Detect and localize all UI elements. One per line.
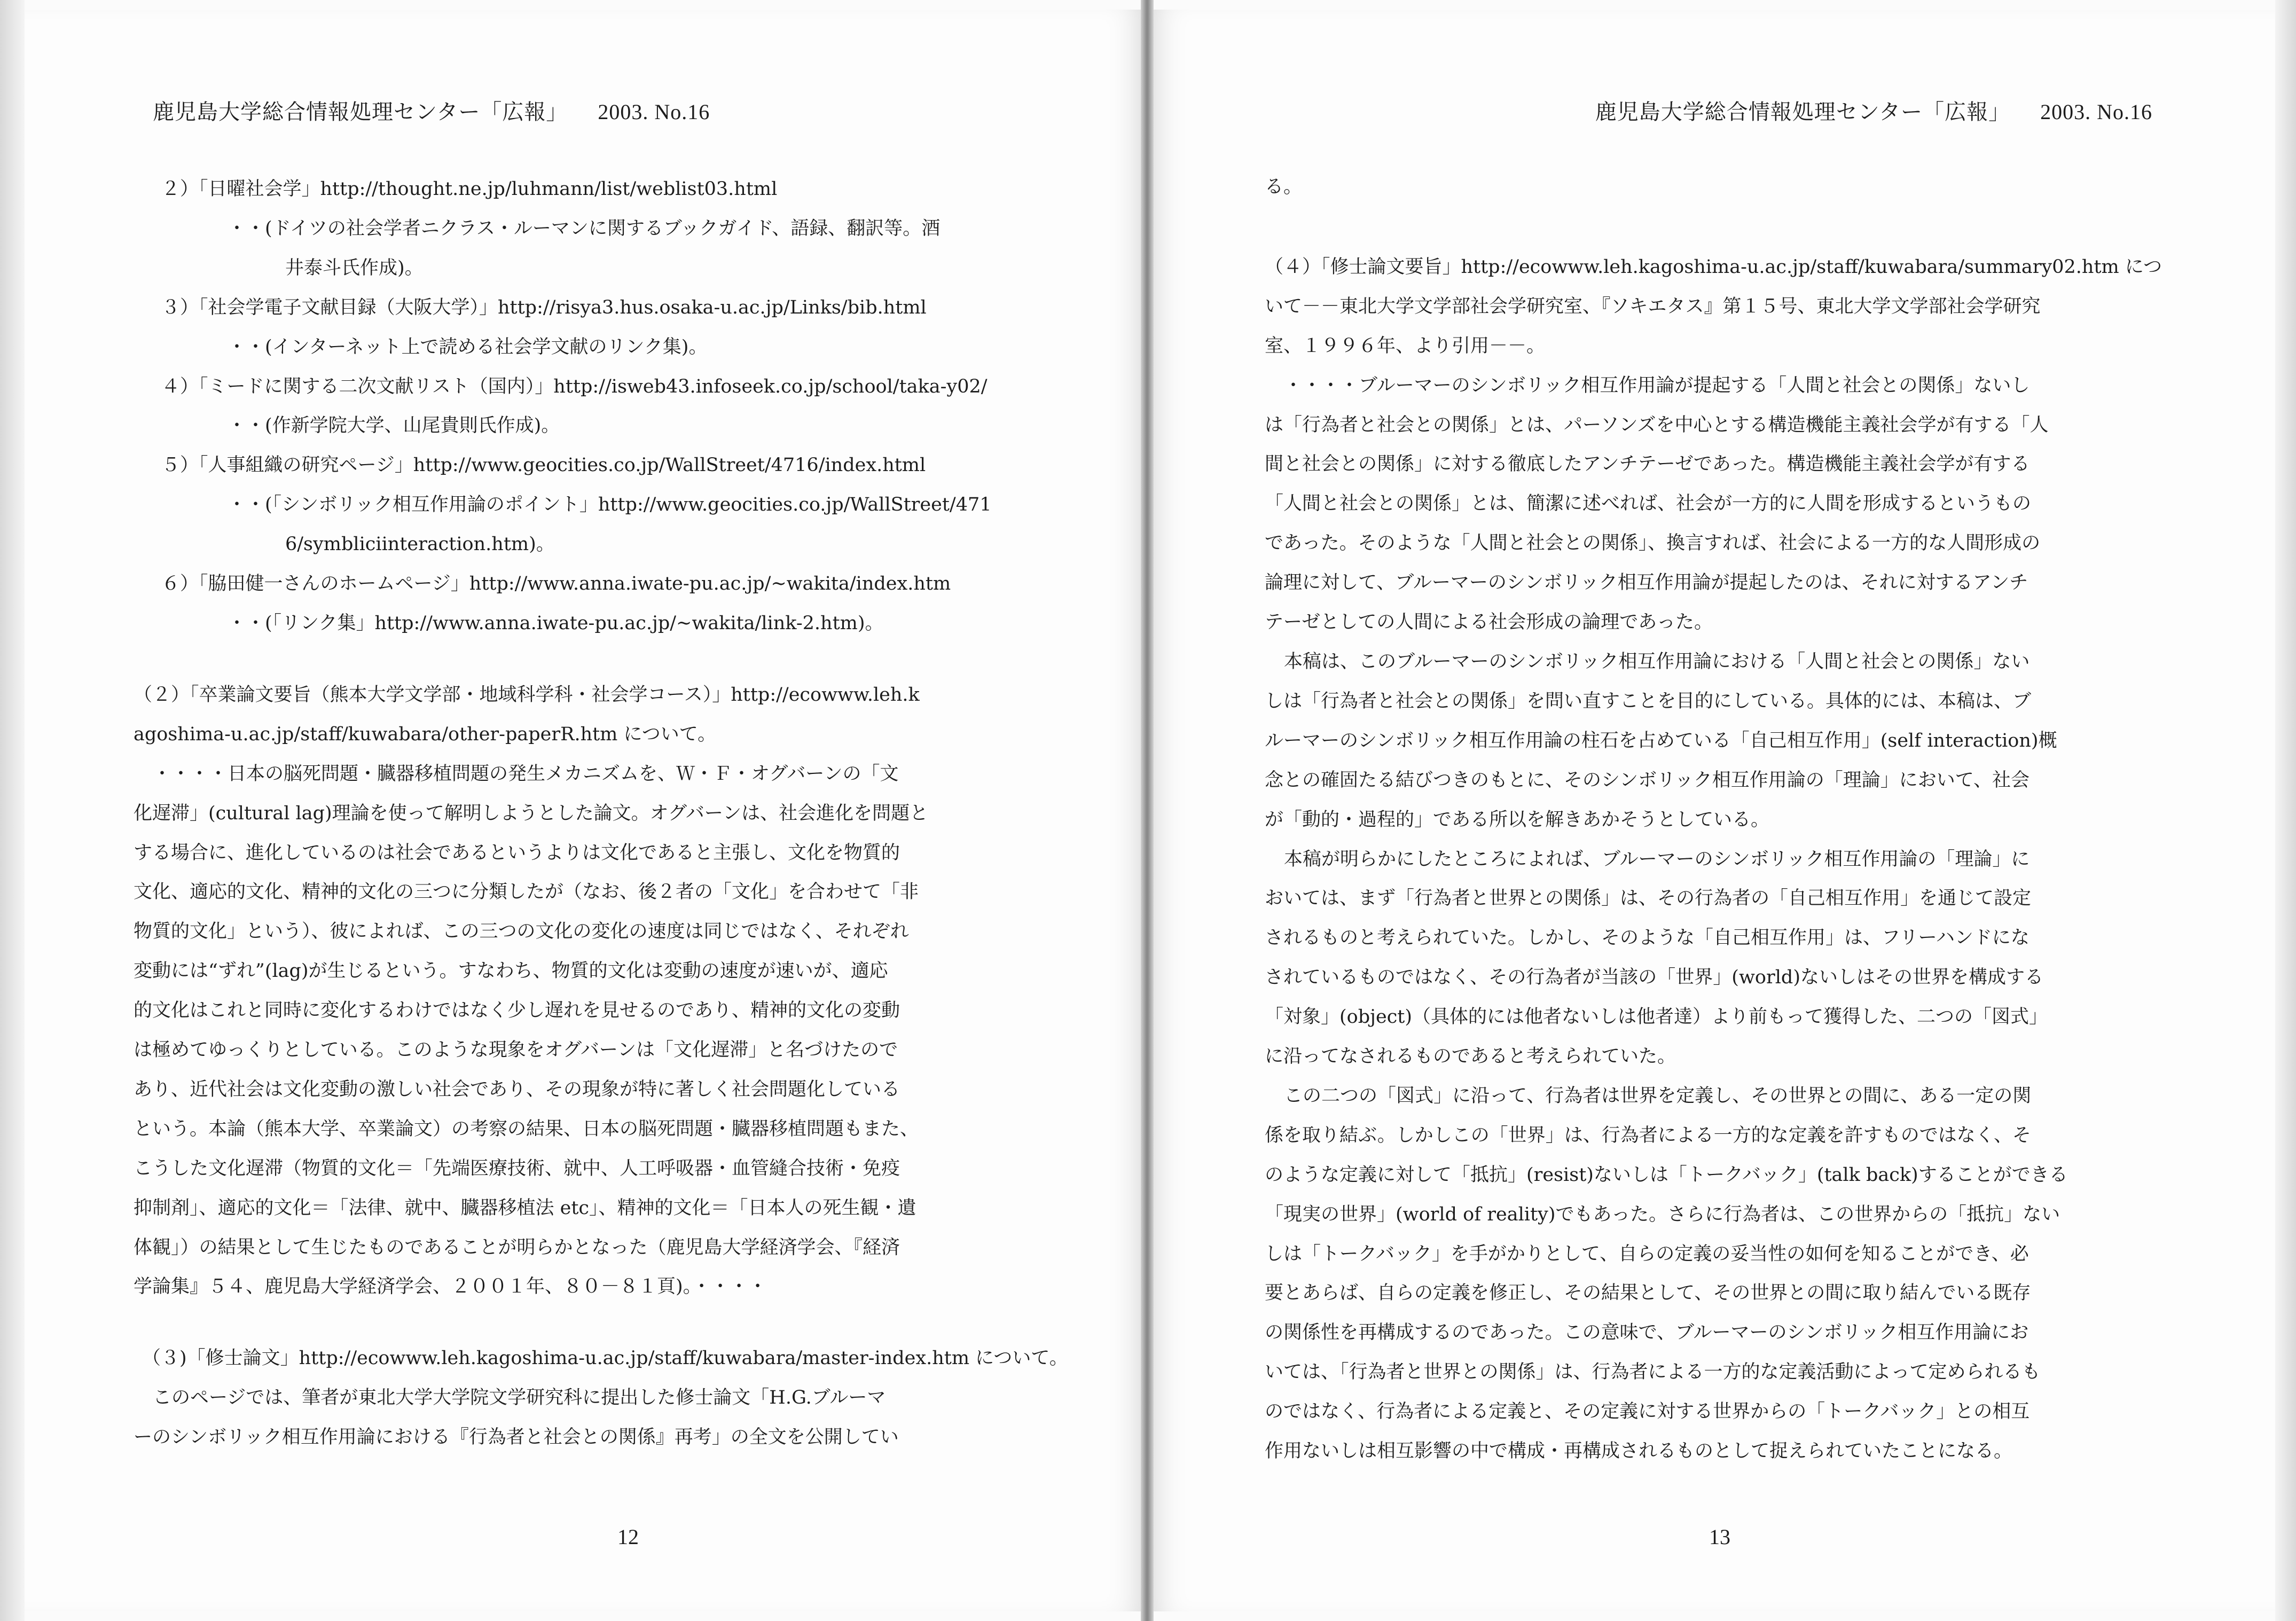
text-line: しは「トークバック」を手がかりとして、自らの定義の妥当性の如何を知ることができ、必 bbox=[1265, 1243, 2029, 1265]
text-line: 変動には“ずれ”(lag)が生じるという。すなわち、物質的文化は変動の速度が速いが、適応 bbox=[134, 960, 888, 982]
text-line: る。 bbox=[1265, 176, 1303, 198]
text-line: テーゼとしての人間による社会形成の論理であった。 bbox=[1265, 612, 1713, 633]
text-line: 「人間と社会との関係」とは、簡潔に述べれば、社会が一方的に人間を形成するというもの bbox=[1265, 493, 2032, 515]
text-line: ・・・・日本の脳死問題・臓器移植問題の発生メカニズムを、Ｗ・Ｆ・オグバーンの「文 bbox=[153, 763, 899, 785]
text-line: 「現実の世界」(world of reality)でもあった。さらに行為者は、この世界からの「抵抗」ない bbox=[1265, 1203, 2060, 1225]
text-line: ６）「脇田健一さんのホームページ」http://www.anna.iwate-pu.ac.jp/~wakita/index.htm bbox=[161, 573, 951, 595]
text-line: 井泰斗氏作成)。 bbox=[285, 257, 424, 279]
text-line: ・・(「リンク集」http://www.anna.iwate-pu.ac.jp/~wakita/link-2.htm)。 bbox=[228, 612, 884, 634]
header-title: 鹿児島大学総合情報処理センター「広報」 bbox=[153, 100, 568, 124]
text-line: ・・(インターネット上で読める社会学文献のリンク集)。 bbox=[228, 336, 708, 358]
text-line: 係を取り結ぶ。しかしこの「世界」は、行為者による一方的な定義を許すものではなく、そ bbox=[1265, 1124, 2032, 1146]
text-line: ３）「社会学電子文献目録（大阪大学）」http://risya3.hus.osaka-u.ac.jp/Links/bib.html bbox=[161, 296, 927, 318]
text-line: 学論集』５４、鹿児島大学経済学会、２００１年、８０－８１頁)。・・・・ bbox=[134, 1276, 767, 1298]
text-line: 抑制剤」、適応的文化＝「法律、就中、臓器移植法 etc」、精神的文化＝「日本人の死生観・遺 bbox=[134, 1197, 916, 1219]
text-line: する場合に、進化しているのは社会であるというよりは文化であると主張し、文化を物質的 bbox=[134, 842, 900, 864]
text-line: は極めてゆっくりとしている。このような現象をオグバーンは「文化遅滞」と名づけたので bbox=[134, 1039, 898, 1061]
text-line: あり、近代社会は文化変動の激しい社会であり、その現象が特に著しく社会問題化している bbox=[134, 1078, 900, 1100]
text-line: 体観」）の結果として生じたものであることが明らかとなった（鹿児島大学経済学会、『経済 bbox=[134, 1236, 900, 1258]
paragraph-gap bbox=[161, 1307, 1085, 1339]
text-line: 作用ないしは相互影響の中で構成・再構成されるものとして捉えられていたことになる。 bbox=[1265, 1440, 2013, 1462]
text-line: 要とあらば、自らの定義を修正し、その結果として、その世界との間に取り結んでいる既存 bbox=[1265, 1282, 2031, 1304]
right-page bbox=[1154, 10, 2275, 1611]
text-line: いては、「行為者と世界との関係」は、行為者による一方的な定義活動によって定められるも bbox=[1265, 1361, 2041, 1383]
text-line: ・・・・ブルーマーのシンボリック相互作用論が提起する「人間と社会との関係」ないし bbox=[1284, 374, 2030, 396]
left-page-edge bbox=[0, 0, 25, 1621]
text-line: の関係性を再構成するのであった。この意味で、ブルーマーのシンボリック相互作用論にお bbox=[1265, 1322, 2029, 1344]
text-line: が「動的・過程的」である所以を解きあかそうとしている。 bbox=[1265, 809, 1770, 831]
text-line: しは「行為者と社会との関係」を問い直すことを目的にしている。具体的には、本稿は、ブ bbox=[1265, 690, 2032, 712]
text-line: 物質的文化」という）、彼によれば、この三つの文化の変化の速度は同じではなく、それぞれ bbox=[134, 921, 909, 943]
text-line: のではなく、行為者による定義と、その定義に対する世界からの「トークバック」との相互 bbox=[1265, 1401, 2030, 1423]
book-gutter bbox=[1141, 0, 1154, 1621]
text-line: ４）「ミードに関する二次文献リスト（国内）」http://isweb43.infoseek.co.jp/school/taka-y02/ bbox=[161, 375, 988, 397]
text-line: は「行為者と社会との関係」とは、パーソンズを中心とする構造機能主義社会学が有する「人 bbox=[1265, 414, 2049, 436]
text-line: （４）「修士論文要旨」http://ecowww.leh.kagoshima-u.ac.jp/staff/kuwabara/summary02.htm につ bbox=[1265, 256, 2162, 278]
header-issue: 2003. No.16 bbox=[598, 100, 710, 124]
text-line: 的文化はこれと同時に変化するわけではなく少し遅れを見せるのであり、精神的文化の変動 bbox=[134, 1000, 900, 1022]
text-line: のような定義に対して「抵抗」(resist)ないしは「トークバック」(talk back)することができる bbox=[1265, 1164, 2068, 1186]
text-line: ルーマーのシンボリック相互作用論の柱石を占めている「自己相互作用」(self interaction)概 bbox=[1265, 730, 2057, 751]
text-line: 論理に対して、ブルーマーのシンボリック相互作用論が提起したのは、それに対するアンチ bbox=[1265, 572, 2028, 594]
text-line: ２）「日曜社会学」http://thought.ne.jp/luhmann/list/weblist03.html bbox=[161, 178, 778, 200]
text-line: されるものと考えられていた。しかし、そのような「自己相互作用」は、フリーハンドにな bbox=[1265, 927, 2029, 949]
text-line: 6/symbliciinteraction.htm)。 bbox=[285, 534, 555, 555]
left-page bbox=[25, 10, 1141, 1611]
text-line: ・・(作新学院大学、山尾貴則氏作成)。 bbox=[228, 415, 560, 437]
right-page-body bbox=[1265, 168, 2231, 1471]
page-number: 13 bbox=[1709, 1525, 1730, 1549]
paragraph-gap bbox=[161, 644, 1085, 676]
right-page-edge bbox=[2275, 0, 2296, 1621]
text-line: ・・(ドイツの社会学者ニクラス・ルーマンに関するブックガイド、語録、翻訳等。酒 bbox=[228, 217, 941, 239]
text-line: この二つの「図式」に沿って、行為者は世界を定義し、その世界との間に、ある一定の関 bbox=[1284, 1085, 2032, 1107]
text-line: ーのシンボリック相互作用論における『行為者と社会との関係』再考」の全文を公開してい bbox=[134, 1427, 899, 1448]
text-line: という。本論（熊本大学、卒業論文）の考察の結果、日本の脳死問題・臓器移植問題もまた、 bbox=[134, 1118, 919, 1140]
text-line: 本稿が明らかにしたところによれば、ブルーマーのシンボリック相互作用論の「理論」に bbox=[1284, 848, 2030, 870]
right-page-header bbox=[1595, 95, 2152, 126]
text-line: 化遅滞」(cultural lag)理論を使って解明しようとした論文。オグバーンは、社会進化を問題と bbox=[134, 802, 929, 824]
text-line: （２）「卒業論文要旨（熊本大学文学部・地域科学科・社会学コース）」http://ecowww.leh.k bbox=[134, 684, 920, 706]
paragraph-gap bbox=[1265, 207, 2231, 248]
text-line: 室、１９９６年、より引用－－。 bbox=[1265, 335, 1546, 357]
text-line: 「対象」(object)（具体的には他者ないしは他者達）より前もって獲得した、二つの「図式」 bbox=[1265, 1006, 2048, 1028]
text-line: 間と社会との関係」に対する徹底したアンチテーゼであった。構造機能主義社会学が有する bbox=[1265, 453, 2030, 475]
text-line: 念との確固たる結びつきのもとに、そのシンボリック相互作用論の「理論」において、社会 bbox=[1265, 769, 2030, 791]
text-line: ５）「人事組織の研究ページ」http://www.geocities.co.jp/WallStreet/4716/index.html bbox=[161, 455, 926, 476]
left-page-header bbox=[153, 95, 710, 126]
text-line: されているものではなく、その行為者が当該の「世界」(world)ないしはその世界を構成する bbox=[1265, 967, 2043, 989]
text-line: おいては、まず「行為者と世界との関係」は、その行為者の「自己相互作用」を通じて設定 bbox=[1265, 888, 2032, 910]
text-line: このページでは、筆者が東北大学大学院文学研究科に提出した修士論文「H.G.ブルーマ bbox=[153, 1387, 886, 1409]
text-line: であった。そのような「人間と社会との関係」、換言すれば、社会による一方的な人間形成の bbox=[1265, 532, 2041, 554]
header-issue: 2003. No.16 bbox=[2040, 100, 2152, 124]
page-number: 12 bbox=[617, 1525, 639, 1549]
text-line: agoshima-u.ac.jp/staff/kuwabara/other-paperR.htm について。 bbox=[134, 723, 717, 745]
text-line: に沿ってなされるものであると考えられていた。 bbox=[1265, 1046, 1676, 1068]
text-line: ・・(「シンボリック相互作用論のポイント」http://www.geocities.co.jp/WallStreet/471 bbox=[228, 494, 992, 516]
text-line: 文化、適応的文化、精神的文化の三つに分類したが（なお、後２者の「文化」を合わせて「非 bbox=[134, 881, 919, 903]
text-line: いて－－東北大学文学部社会学研究室、『ソキエタス』第１５号、東北大学文学部社会学研究 bbox=[1265, 295, 2041, 317]
left-page-body bbox=[134, 170, 1085, 1458]
text-line: （３)「修士論文」http://ecowww.leh.kagoshima-u.ac.jp/staff/kuwabara/master-index.htm について。 bbox=[142, 1348, 1068, 1369]
text-line: 本稿は、このブルーマーのシンボリック相互作用論における「人間と社会との関係」ない bbox=[1284, 651, 2030, 672]
header-title: 鹿児島大学総合情報処理センター「広報」 bbox=[1595, 100, 2011, 124]
text-line: こうした文化遅滞（物質的文化＝「先端医療技術、就中、人工呼吸器・血管縫合技術・免疫 bbox=[134, 1157, 900, 1179]
